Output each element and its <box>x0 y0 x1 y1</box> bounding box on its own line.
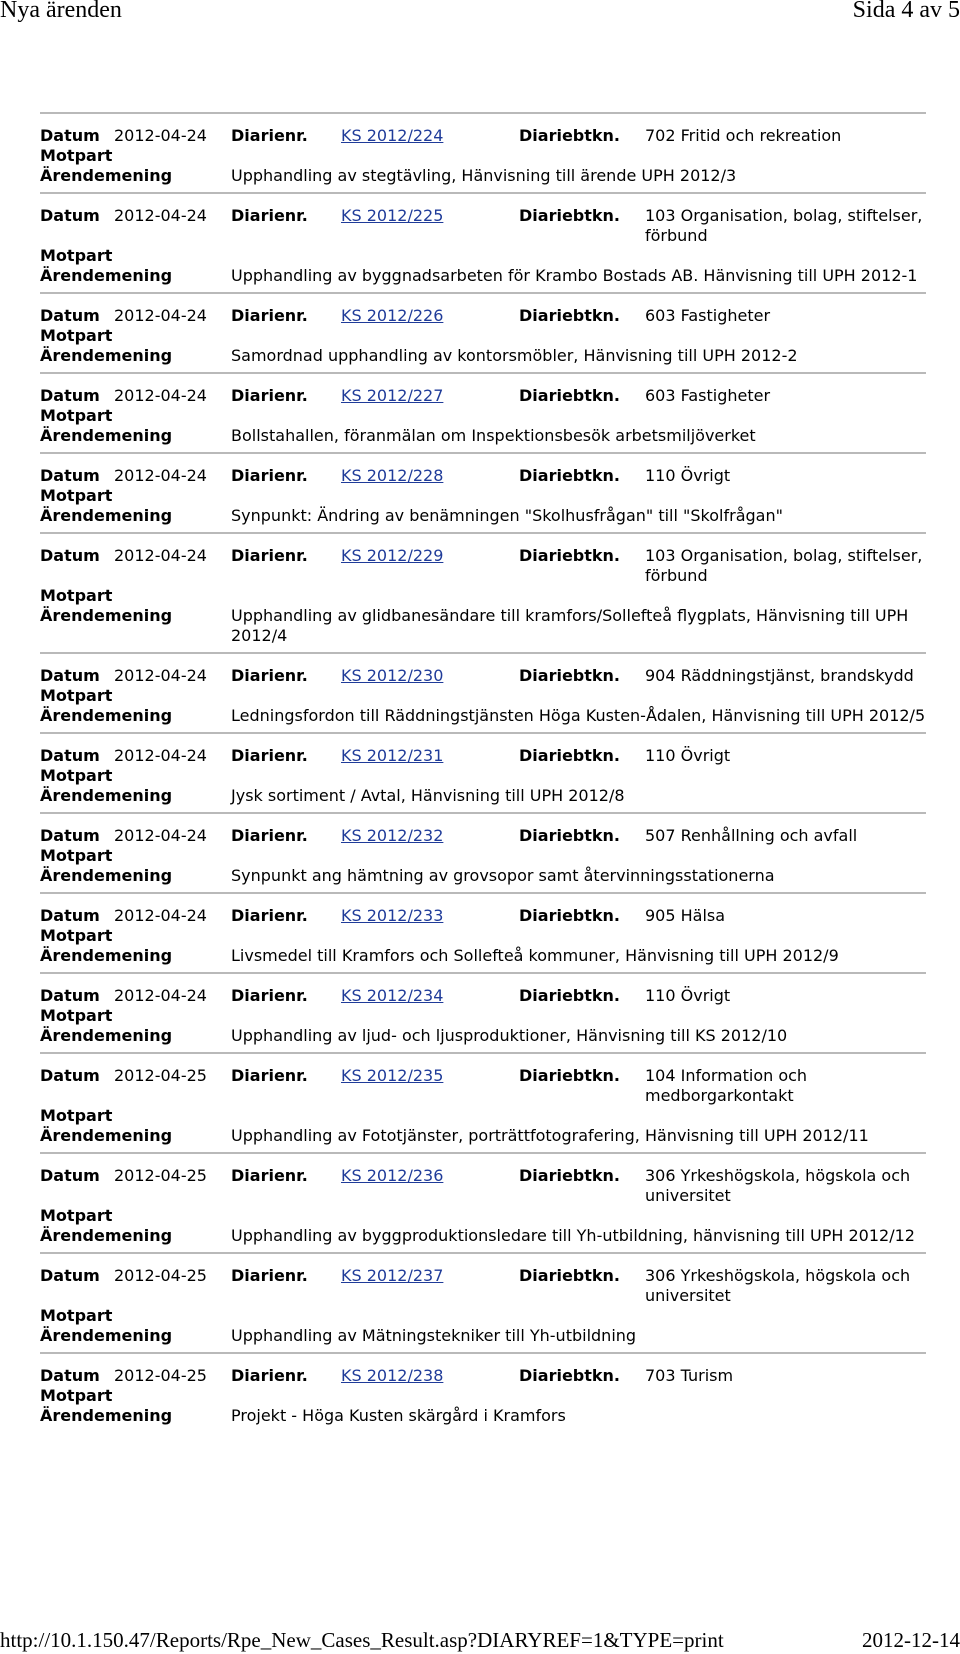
arendemening-row <box>40 606 926 646</box>
arendemening-label: Ärendemening <box>40 166 173 185</box>
case-entry <box>40 972 926 1052</box>
report-title: Nya ärenden <box>0 0 122 23</box>
diarienr-link[interactable]: KS 2012/236 <box>341 1166 444 1185</box>
case-header-row <box>40 666 926 686</box>
diariebtkn-label: Diariebtkn. <box>519 1066 620 1085</box>
diarienr-label: Diarienr. <box>231 306 308 325</box>
arendemening-label: Ärendemening <box>40 266 173 285</box>
diariebtkn-label: Diariebtkn. <box>519 1266 620 1285</box>
page-header <box>0 0 960 30</box>
arendemening-label: Ärendemening <box>40 606 173 625</box>
diarienr-label: Diarienr. <box>231 1066 308 1085</box>
motpart-row <box>40 1006 926 1026</box>
arendemening-row <box>40 706 926 726</box>
diariebtkn-value: 703 Turism <box>645 1366 734 1385</box>
motpart-label: Motpart <box>40 766 113 785</box>
diariebtkn-label: Diariebtkn. <box>519 126 620 145</box>
arendemening-label: Ärendemening <box>40 1226 173 1245</box>
diariebtkn-value: 507 Renhållning och avfall <box>645 826 858 845</box>
motpart-label: Motpart <box>40 1306 113 1325</box>
motpart-label: Motpart <box>40 146 113 165</box>
case-header-row <box>40 1166 926 1206</box>
case-entry <box>40 892 926 972</box>
diariebtkn-value: 603 Fastigheter <box>645 386 771 405</box>
motpart-label: Motpart <box>40 1006 113 1025</box>
arendemening-value: Upphandling av ljud- och ljusproduktioner, Hänvisning till KS 2012/10 <box>231 1026 788 1045</box>
diarienr-link[interactable]: KS 2012/232 <box>341 826 444 845</box>
page-number: Sida 4 av 5 <box>852 0 960 23</box>
case-date: 2012-04-24 <box>114 826 207 845</box>
diariebtkn-label: Diariebtkn. <box>519 826 620 845</box>
footer-url: http://10.1.150.47/Reports/Rpe_New_Cases_Result.asp?DIARYREF=1&TYPE=print <box>0 1628 724 1652</box>
diarienr-link[interactable]: KS 2012/224 <box>341 126 444 145</box>
case-date: 2012-04-24 <box>114 386 207 405</box>
diarienr-label: Diarienr. <box>231 826 308 845</box>
case-entry <box>40 532 926 652</box>
arendemening-label: Ärendemening <box>40 706 173 725</box>
diariebtkn-value: 702 Fritid och rekreation <box>645 126 842 145</box>
case-date: 2012-04-24 <box>114 746 207 765</box>
motpart-label: Motpart <box>40 686 113 705</box>
arendemening-label: Ärendemening <box>40 946 173 965</box>
diarienr-label: Diarienr. <box>231 986 308 1005</box>
arendemening-row <box>40 1226 926 1246</box>
motpart-row <box>40 846 926 866</box>
arendemening-row <box>40 426 926 446</box>
case-date: 2012-04-24 <box>114 126 207 145</box>
datum-label: Datum <box>40 126 100 145</box>
diariebtkn-value: 603 Fastigheter <box>645 306 771 325</box>
case-date: 2012-04-24 <box>114 906 207 925</box>
diariebtkn-value: 110 Övrigt <box>645 746 731 765</box>
arendemening-value: Ledningsfordon till Räddningstjänsten Höga Kusten-Ådalen, Hänvisning till UPH 2012/5 <box>231 706 926 725</box>
arendemening-label: Ärendemening <box>40 1326 173 1345</box>
case-entry <box>40 192 926 292</box>
arendemening-row <box>40 266 926 286</box>
motpart-row <box>40 486 926 506</box>
motpart-row <box>40 1306 926 1326</box>
arendemening-row <box>40 346 926 366</box>
arendemening-value: Upphandling av byggproduktionsledare till Yh-utbildning, hänvisning till UPH 2012/12 <box>231 1226 915 1245</box>
case-header-row <box>40 826 926 846</box>
motpart-row <box>40 766 926 786</box>
case-entry <box>40 372 926 452</box>
diariebtkn-label: Diariebtkn. <box>519 986 620 1005</box>
motpart-label: Motpart <box>40 1106 113 1125</box>
diariebtkn-label: Diariebtkn. <box>519 746 620 765</box>
diariebtkn-label: Diariebtkn. <box>519 206 620 225</box>
diarienr-link[interactable]: KS 2012/234 <box>341 986 444 1005</box>
case-header-row <box>40 1266 926 1306</box>
diariebtkn-value: 110 Övrigt <box>645 466 731 485</box>
case-header-row <box>40 986 926 1006</box>
arendemening-row <box>40 946 926 966</box>
diarienr-label: Diarienr. <box>231 666 308 685</box>
diarienr-label: Diarienr. <box>231 466 308 485</box>
datum-label: Datum <box>40 1066 100 1085</box>
datum-label: Datum <box>40 206 100 225</box>
datum-label: Datum <box>40 906 100 925</box>
case-date: 2012-04-25 <box>114 1166 207 1185</box>
diariebtkn-value: 110 Övrigt <box>645 986 731 1005</box>
diarienr-link[interactable]: KS 2012/230 <box>341 666 444 685</box>
datum-label: Datum <box>40 546 100 565</box>
case-header-row <box>40 1366 926 1386</box>
arendemening-row <box>40 1126 926 1146</box>
case-header-row <box>40 306 926 326</box>
case-header-row <box>40 206 926 246</box>
diarienr-label: Diarienr. <box>231 906 308 925</box>
case-entry <box>40 812 926 892</box>
arendemening-value: Projekt - Höga Kusten skärgård i Kramfors <box>231 1406 566 1425</box>
datum-label: Datum <box>40 1166 100 1185</box>
arendemening-value: Upphandling av byggnadsarbeten för Krambo Bostads AB. Hänvisning till UPH 2012-1 <box>231 266 918 285</box>
arendemening-value: Upphandling av glidbanesändare till kramfors/Sollefteå flygplats, Hänvisning till UPH 2012/4 <box>231 606 909 645</box>
case-date: 2012-04-24 <box>114 666 207 685</box>
diarienr-link[interactable]: KS 2012/226 <box>341 306 444 325</box>
arendemening-value: Jysk sortiment / Avtal, Hänvisning till UPH 2012/8 <box>231 786 625 805</box>
case-date: 2012-04-24 <box>114 306 207 325</box>
motpart-row <box>40 1386 926 1406</box>
datum-label: Datum <box>40 466 100 485</box>
diarienr-link[interactable]: KS 2012/229 <box>341 546 444 565</box>
datum-label: Datum <box>40 666 100 685</box>
datum-label: Datum <box>40 306 100 325</box>
case-header-row <box>40 126 926 146</box>
case-entry <box>40 112 926 192</box>
motpart-row <box>40 686 926 706</box>
datum-label: Datum <box>40 386 100 405</box>
arendemening-value: Upphandling av Fototjänster, porträttfotografering, Hänvisning till UPH 2012/11 <box>231 1126 869 1145</box>
motpart-row <box>40 926 926 946</box>
arendemening-row <box>40 166 926 186</box>
diariebtkn-value: 104 Information och medborgarkontakt <box>645 1066 808 1105</box>
arendemening-label: Ärendemening <box>40 426 173 445</box>
diariebtkn-label: Diariebtkn. <box>519 306 620 325</box>
motpart-label: Motpart <box>40 406 113 425</box>
arendemening-row <box>40 866 926 886</box>
case-entry <box>40 452 926 532</box>
arendemening-label: Ärendemening <box>40 506 173 525</box>
case-list <box>40 112 926 1432</box>
diariebtkn-value: 904 Räddningstjänst, brandskydd <box>645 666 914 685</box>
motpart-label: Motpart <box>40 846 113 865</box>
case-entry <box>40 1152 926 1252</box>
case-header-row <box>40 1066 926 1106</box>
arendemening-value: Synpunkt ang hämtning av grovsopor samt återvinningsstationerna <box>231 866 775 885</box>
arendemening-row <box>40 786 926 806</box>
arendemening-row <box>40 1026 926 1046</box>
arendemening-label: Ärendemening <box>40 1026 173 1045</box>
diarienr-link[interactable]: KS 2012/225 <box>341 206 444 225</box>
diarienr-link[interactable]: KS 2012/237 <box>341 1266 444 1285</box>
page-footer <box>0 1628 960 1654</box>
diarienr-label: Diarienr. <box>231 1266 308 1285</box>
diarienr-link[interactable]: KS 2012/227 <box>341 386 444 405</box>
case-date: 2012-04-24 <box>114 206 207 225</box>
case-header-row <box>40 466 926 486</box>
diariebtkn-value: 905 Hälsa <box>645 906 726 925</box>
datum-label: Datum <box>40 1266 100 1285</box>
motpart-row <box>40 586 926 606</box>
arendemening-value: Bollstahallen, föranmälan om Inspektionsbesök arbetsmiljöverket <box>231 426 756 445</box>
arendemening-value: Synpunkt: Ändring av benämningen "Skolhusfrågan" till "Skolfrågan" <box>231 506 783 525</box>
diarienr-link[interactable]: KS 2012/228 <box>341 466 444 485</box>
footer-date: 2012-12-14 <box>862 1628 960 1652</box>
diarienr-link[interactable]: KS 2012/233 <box>341 906 444 925</box>
motpart-label: Motpart <box>40 586 113 605</box>
diarienr-label: Diarienr. <box>231 546 308 565</box>
diariebtkn-label: Diariebtkn. <box>519 1366 620 1385</box>
diariebtkn-label: Diariebtkn. <box>519 546 620 565</box>
case-date: 2012-04-25 <box>114 1366 207 1385</box>
motpart-label: Motpart <box>40 246 113 265</box>
case-header-row <box>40 906 926 926</box>
arendemening-label: Ärendemening <box>40 1406 173 1425</box>
arendemening-value: Upphandling av Mätningstekniker till Yh-utbildning <box>231 1326 637 1345</box>
case-entry <box>40 732 926 812</box>
arendemening-value: Livsmedel till Kramfors och Sollefteå kommuner, Hänvisning till UPH 2012/9 <box>231 946 839 965</box>
case-date: 2012-04-25 <box>114 1266 207 1285</box>
motpart-label: Motpart <box>40 926 113 945</box>
arendemening-label: Ärendemening <box>40 346 173 365</box>
case-entry <box>40 292 926 372</box>
diariebtkn-label: Diariebtkn. <box>519 906 620 925</box>
arendemening-row <box>40 1406 926 1426</box>
arendemening-value: Upphandling av stegtävling, Hänvisning till ärende UPH 2012/3 <box>231 166 737 185</box>
datum-label: Datum <box>40 1366 100 1385</box>
motpart-row <box>40 406 926 426</box>
diarienr-label: Diarienr. <box>231 1166 308 1185</box>
arendemening-label: Ärendemening <box>40 786 173 805</box>
diariebtkn-value: 103 Organisation, bolag, stiftelser, förbund <box>645 546 923 585</box>
arendemening-row <box>40 506 926 526</box>
diarienr-label: Diarienr. <box>231 1366 308 1385</box>
case-entry <box>40 1052 926 1152</box>
motpart-row <box>40 1106 926 1126</box>
case-date: 2012-04-24 <box>114 466 207 485</box>
case-header-row <box>40 746 926 766</box>
diariebtkn-value: 103 Organisation, bolag, stiftelser, förbund <box>645 206 923 245</box>
diariebtkn-label: Diariebtkn. <box>519 466 620 485</box>
diariebtkn-value: 306 Yrkeshögskola, högskola och universitet <box>645 1166 911 1205</box>
diarienr-link[interactable]: KS 2012/238 <box>341 1366 444 1385</box>
case-date: 2012-04-24 <box>114 986 207 1005</box>
case-header-row <box>40 546 926 586</box>
diarienr-link[interactable]: KS 2012/231 <box>341 746 444 765</box>
motpart-row <box>40 326 926 346</box>
diariebtkn-label: Diariebtkn. <box>519 1166 620 1185</box>
diariebtkn-label: Diariebtkn. <box>519 386 620 405</box>
diarienr-label: Diarienr. <box>231 386 308 405</box>
case-entry <box>40 652 926 732</box>
motpart-label: Motpart <box>40 1206 113 1225</box>
diariebtkn-value: 306 Yrkeshögskola, högskola och universitet <box>645 1266 911 1305</box>
datum-label: Datum <box>40 986 100 1005</box>
arendemening-row <box>40 1326 926 1346</box>
diarienr-link[interactable]: KS 2012/235 <box>341 1066 444 1085</box>
arendemening-value: Samordnad upphandling av kontorsmöbler, Hänvisning till UPH 2012-2 <box>231 346 798 365</box>
diarienr-label: Diarienr. <box>231 746 308 765</box>
case-header-row <box>40 386 926 406</box>
arendemening-label: Ärendemening <box>40 866 173 885</box>
motpart-row <box>40 146 926 166</box>
motpart-label: Motpart <box>40 486 113 505</box>
datum-label: Datum <box>40 826 100 845</box>
arendemening-label: Ärendemening <box>40 1126 173 1145</box>
case-date: 2012-04-24 <box>114 546 207 565</box>
diarienr-label: Diarienr. <box>231 206 308 225</box>
datum-label: Datum <box>40 746 100 765</box>
motpart-row <box>40 1206 926 1226</box>
case-entry <box>40 1252 926 1352</box>
case-date: 2012-04-25 <box>114 1066 207 1085</box>
motpart-row <box>40 246 926 266</box>
motpart-label: Motpart <box>40 1386 113 1405</box>
case-entry <box>40 1352 926 1432</box>
diariebtkn-label: Diariebtkn. <box>519 666 620 685</box>
diarienr-label: Diarienr. <box>231 126 308 145</box>
motpart-label: Motpart <box>40 326 113 345</box>
